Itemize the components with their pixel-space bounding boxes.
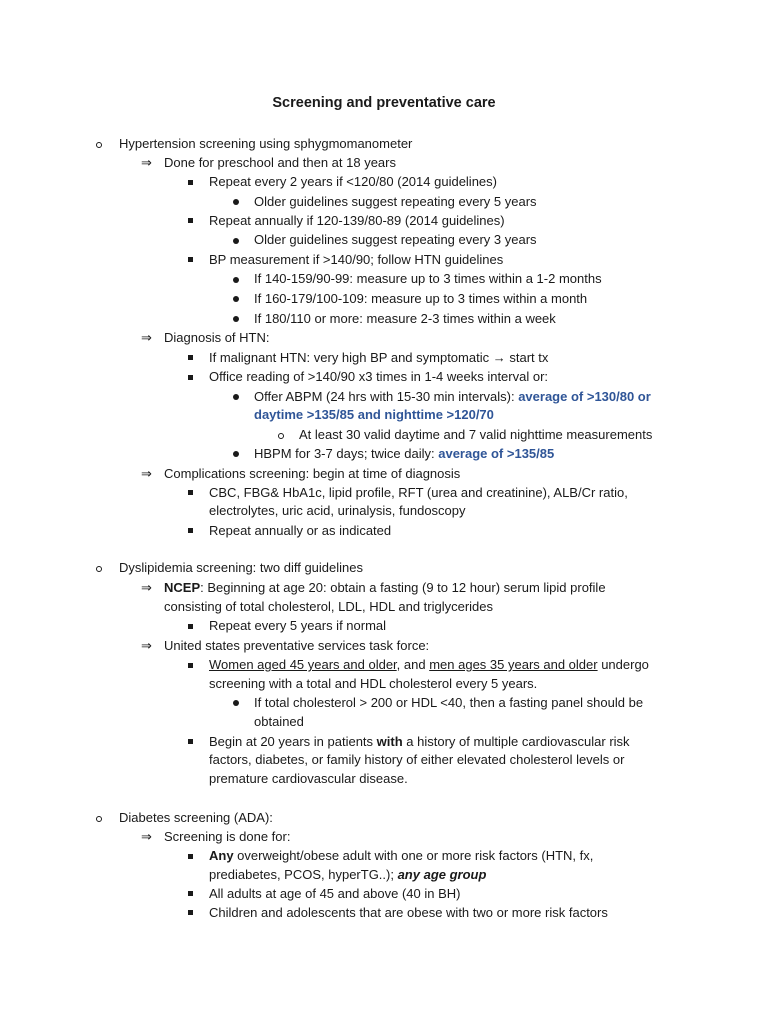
htn-malignant-tail: start tx (509, 350, 549, 365)
dm-any: Any (209, 848, 234, 863)
lipid-uspstf: United states preventative services task force: (164, 638, 430, 653)
htn-bp-measurement: BP measurement if >140/90; follow HTN guidelines (209, 252, 504, 267)
lipid-fasting-panel: If total cholesterol > 200 or HDL <40, then a fasting panel should be (254, 695, 644, 710)
square-bullet-icon (188, 663, 193, 668)
dm-any-text-2: prediabetes, PCOS, hyperTG..); (209, 867, 398, 882)
lipid-heading: Dyslipidemia screening: two diff guidelines (119, 560, 363, 575)
htn-repeat-indicated: Repeat annually or as indicated (209, 523, 392, 538)
htn-older-3yrs: Older guidelines suggest repeating every 3 years (254, 232, 537, 247)
htn-range-3: If 180/110 or more: measure 2-3 times within a week (254, 311, 556, 326)
dm-any-adult-2 (209, 867, 486, 883)
square-bullet-icon (188, 490, 193, 495)
dm-any-adult (209, 848, 593, 864)
dot-bullet-icon (233, 238, 239, 244)
page-title: Screening and preventative care (272, 95, 496, 111)
htn-labs-1: CBC, FBG& HbA1c, lipid profile, RFT (urea and creatinine), ALB/Cr ratio, (209, 485, 628, 500)
htn-range-1: If 140-159/90-99: measure up to 3 times within a 1-2 months (254, 271, 602, 286)
lipid-begin-text: Begin at 20 years in patients (209, 734, 377, 749)
htn-hbpm-criteria: average of >135/85 (438, 446, 555, 461)
arrow-bullet-icon: ⇒ (141, 330, 152, 345)
square-bullet-icon (188, 739, 193, 744)
dot-bullet-icon (233, 451, 239, 457)
htn-repeat-2yrs: Repeat every 2 years if <120/80 (2014 guidelines) (209, 174, 497, 189)
square-bullet-icon (188, 854, 193, 859)
htn-repeat-annual: Repeat annually if 120-139/80-89 (2014 guidelines) (209, 213, 505, 228)
hollow-bullet-icon (96, 816, 102, 822)
dm-done-for: Screening is done for: (164, 829, 291, 844)
htn-malignant (209, 350, 548, 366)
dm-all-adults: All adults at age of 45 and above (40 in BH) (209, 886, 461, 901)
htn-complications: Complications screening: begin at time of diagnosis (164, 466, 461, 481)
dot-bullet-icon (233, 316, 239, 322)
dot-bullet-icon (233, 199, 239, 205)
dm-any-text: overweight/obese adult with one or more risk factors (HTN, fx, (233, 848, 594, 863)
lipid-ncep (164, 580, 606, 596)
lipid-ncep-label: NCEP (164, 580, 201, 595)
dot-bullet-icon (233, 296, 239, 302)
htn-abpm (254, 389, 651, 405)
htn-range-2: If 160-179/100-109: measure up to 3 times within a month (254, 291, 588, 306)
arrow-bullet-icon: ⇒ (141, 638, 152, 653)
dm-any-age-group: any age group (397, 867, 487, 882)
dm-children: Children and adolescents that are obese with two or more risk factors (209, 905, 608, 920)
arrow-bullet-icon: ⇒ (141, 155, 152, 170)
arrow-bullet-icon: ⇒ (141, 829, 152, 844)
htn-abpm-criteria-1: average of >130/80 or (518, 389, 651, 404)
lipid-women-men (209, 657, 649, 673)
htn-malignant-text: If malignant HTN: very high BP and symptomatic (209, 350, 490, 365)
right-arrow-icon: → (492, 350, 506, 365)
htn-older-5yrs: Older guidelines suggest repeating every 5 years (254, 194, 537, 209)
hollow-bullet-icon (96, 142, 102, 148)
square-bullet-icon (188, 180, 193, 185)
lipid-begin-2: factors, diabetes, or family history of either elevated cholesterol levels or (209, 752, 625, 767)
htn-heading: Hypertension screening using sphygmomanometer (119, 136, 413, 151)
arrow-bullet-icon: ⇒ (141, 580, 152, 595)
square-bullet-icon (188, 218, 193, 223)
square-bullet-icon (188, 355, 193, 360)
square-bullet-icon (188, 910, 193, 915)
hollow-bullet-icon (96, 566, 102, 572)
square-bullet-icon (188, 375, 193, 380)
arrow-bullet-icon: ⇒ (141, 466, 152, 481)
htn-labs-2: electrolytes, uric acid, urinalysis, fundoscopy (209, 503, 466, 518)
square-bullet-icon (188, 528, 193, 533)
htn-office-reading: Office reading of >140/90 x3 times in 1-4 weeks interval or: (209, 369, 549, 384)
lipid-and: , and (396, 657, 430, 672)
dm-heading: Diabetes screening (ADA): (119, 810, 273, 825)
lipid-with: with (376, 734, 403, 749)
lipid-men-criteria: men ages 35 years and older (429, 657, 598, 672)
htn-valid-measurements: At least 30 valid daytime and 7 valid nighttime measurements (299, 427, 653, 442)
htn-hbpm-text: HBPM for 3-7 days; twice daily: (254, 446, 439, 461)
lipid-fasting-panel-2: obtained (254, 714, 304, 729)
lipid-women-men-2: screening with a total and HDL cholesterol every 5 years. (209, 676, 538, 691)
lipid-begin-3: premature cardiovascular disease. (209, 771, 408, 786)
square-bullet-icon (188, 624, 193, 629)
lipid-women-criteria: Women aged 45 years and older (209, 657, 397, 672)
hollow-bullet-icon (278, 433, 284, 439)
square-bullet-icon (188, 891, 193, 896)
lipid-repeat-5yrs: Repeat every 5 years if normal (209, 618, 387, 633)
htn-diagnosis: Diagnosis of HTN: (164, 330, 270, 345)
square-bullet-icon (188, 257, 193, 262)
dot-bullet-icon (233, 277, 239, 283)
htn-hbpm (254, 446, 554, 462)
dot-bullet-icon (233, 700, 239, 706)
htn-abpm-text: Offer ABPM (24 hrs with 15-30 min intervals): (254, 389, 519, 404)
lipid-begin-tail: a history of multiple cardiovascular risk (402, 734, 630, 749)
dot-bullet-icon (233, 394, 239, 400)
htn-preschool: Done for preschool and then at 18 years (164, 155, 396, 170)
lipid-ncep-text: : Beginning at age 20: obtain a fasting (9 to 12 hour) serum lipid profile (200, 580, 606, 595)
lipid-undergo: undergo (597, 657, 649, 672)
htn-abpm-criteria-2: daytime >135/85 and nighttime >120/70 (254, 407, 494, 422)
lipid-ncep-2: consisting of total cholesterol, LDL, HDL and triglycerides (164, 599, 494, 614)
lipid-begin-20 (209, 734, 630, 750)
